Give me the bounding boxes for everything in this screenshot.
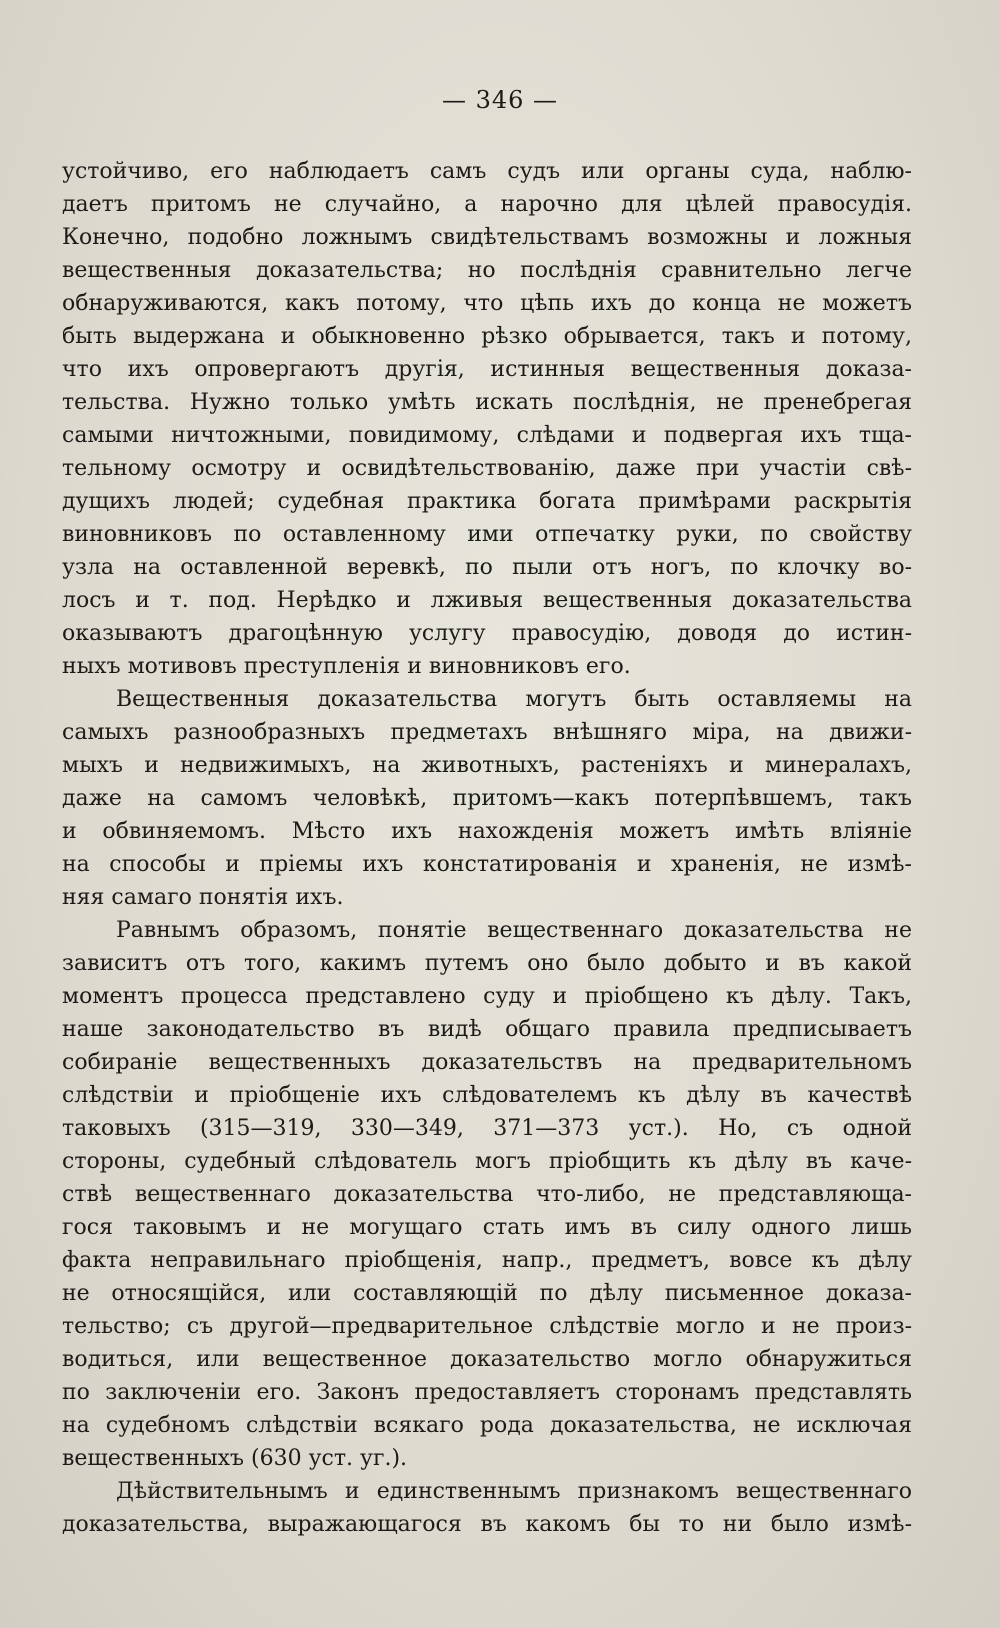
text-line: тельства. Нужно только умѣть искать послѣднія, не пренебрегая (62, 390, 912, 415)
text-line: таковыхъ (315—319, 330—349, 371—373 уст.). Но, съ одной (62, 1116, 912, 1141)
text-line: факта неправильнаго пріобщенія, напр., предметъ, вовсе къ дѣлу (62, 1248, 912, 1273)
text-line: дущихъ людей; судебная практика богата примѣрами раскрытія (62, 489, 912, 514)
text-line: на способы и пріемы ихъ констатированія и храненія, не измѣ- (62, 852, 912, 877)
paragraph (62, 683, 912, 914)
paragraph (62, 1475, 912, 1541)
text-line: Конечно, подобно ложнымъ свидѣтельствамъ возможны и ложныя (62, 225, 912, 250)
text-line: ныхъ мотивовъ преступленія и виновниковъ его. (62, 654, 631, 679)
text-line: Вещественныя доказательства могутъ быть оставляемы на (116, 687, 912, 712)
text-line: самыхъ разнообразныхъ предметахъ внѣшняго міра, на движи- (62, 720, 912, 745)
text-line: водиться, или вещественное доказательство могло обнаружиться (62, 1347, 912, 1372)
text-line: моментъ процесса представлено суду и пріобщено къ дѣлу. Такъ, (62, 984, 912, 1009)
text-line: оказываютъ драгоцѣнную услугу правосудію, доводя до истин- (62, 621, 912, 646)
text-line: тельство; съ другой—предварительное слѣдствіе могло и не произ- (62, 1314, 912, 1339)
text-line: гося таковымъ и не могущаго стать имъ въ силу одного лишь (62, 1215, 912, 1240)
text-line: мыхъ и недвижимыхъ, на животныхъ, растеніяхъ и минералахъ, (62, 753, 912, 778)
text-line: Дѣйствительнымъ и единственнымъ признакомъ вещественнаго (116, 1479, 912, 1504)
text-line: узла на оставленной веревкѣ, по пыли отъ ногъ, по клочку во- (62, 555, 912, 580)
text-line: слѣдствіи и пріобщеніе ихъ слѣдователемъ къ дѣлу въ качествѣ (62, 1083, 912, 1108)
paragraph (62, 914, 912, 1475)
text-line: лосъ и т. под. Нерѣдко и лживыя вещественныя доказательства (62, 588, 912, 613)
text-line: что ихъ опровергаютъ другія, истинныя вещественныя доказа- (62, 357, 912, 382)
body-text (62, 155, 912, 1541)
text-line: вещественныя доказательства; но послѣднія сравнительно легче (62, 258, 912, 283)
page-number: — 346 — (441, 86, 559, 114)
text-line: на судебномъ слѣдствіи всякаго рода доказательства, не исключая (62, 1413, 912, 1438)
text-line: стороны, судебный слѣдователь могъ пріобщить къ дѣлу въ каче- (62, 1149, 912, 1174)
text-line: устойчиво, его наблюдаетъ самъ судъ или органы суда, наблю- (62, 159, 912, 184)
text-line: и обвиняемомъ. Мѣсто ихъ нахожденія можетъ имѣть вліяніе (62, 819, 912, 844)
text-line: не относящійся, или составляющій по дѣлу письменное доказа- (62, 1281, 912, 1306)
text-line: даетъ притомъ не случайно, а нарочно для цѣлей правосудія. (62, 192, 912, 217)
paragraph (62, 155, 912, 683)
text-line: даже на самомъ человѣкѣ, притомъ—какъ потерпѣвшемъ, такъ (62, 786, 912, 811)
text-line: вещественныхъ (630 уст. уг.). (62, 1446, 408, 1471)
text-line: ствѣ вещественнаго доказательства что-либо, не представляюща- (62, 1182, 912, 1207)
text-line: виновниковъ по оставленному ими отпечатку руки, по свойству (62, 522, 912, 547)
text-line: Равнымъ образомъ, понятіе вещественнаго доказательства не (116, 918, 912, 943)
text-line: доказательства, выражающагося въ какомъ бы то ни было измѣ- (62, 1512, 912, 1537)
text-line: зависитъ отъ того, какимъ путемъ оно было добыто и въ какой (62, 951, 912, 976)
text-line: наше законодательство въ видѣ общаго правила предписываетъ (62, 1017, 912, 1042)
text-line: быть выдержана и обыкновенно рѣзко обрывается, такъ и потому, (62, 324, 912, 349)
text-line: обнаруживаются, какъ потому, что цѣпь ихъ до конца не можетъ (62, 291, 912, 316)
text-line: самыми ничтожными, повидимому, слѣдами и подвергая ихъ тща- (62, 423, 912, 448)
text-line: собираніе вещественныхъ доказательствъ на предварительномъ (62, 1050, 912, 1075)
text-line: няя самаго понятія ихъ. (62, 885, 344, 910)
text-line: тельному осмотру и освидѣтельствованію, даже при участіи свѣ- (62, 456, 912, 481)
text-line: по заключеніи его. Законъ предоставляетъ сторонамъ представлять (62, 1380, 912, 1405)
